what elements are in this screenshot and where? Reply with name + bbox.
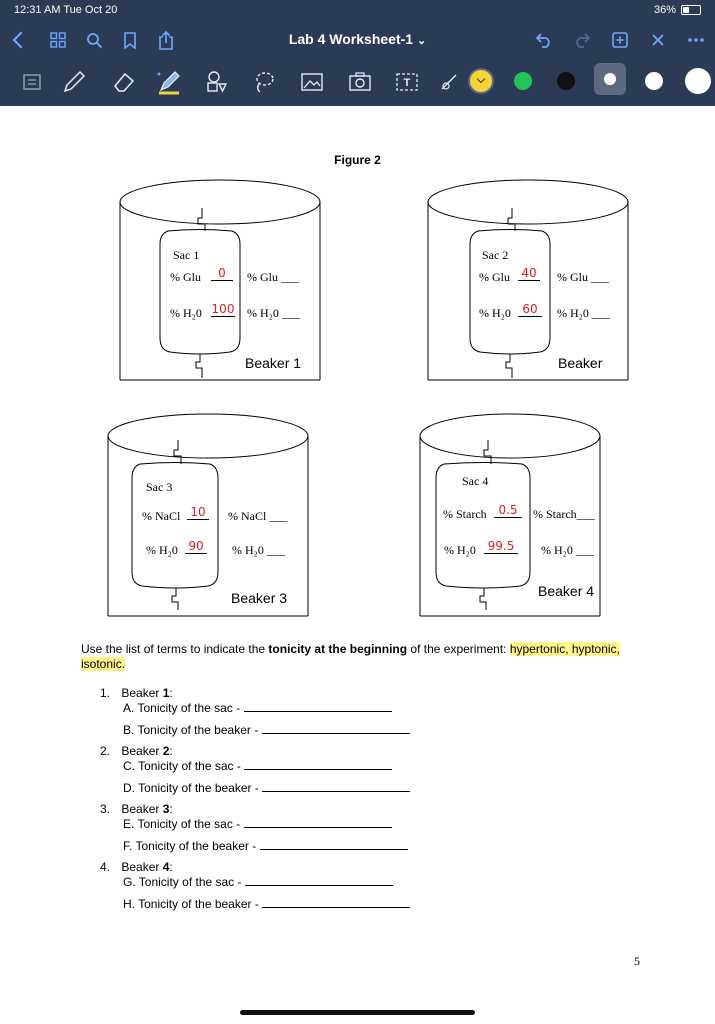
sac-3-row1-value: 10 (187, 505, 209, 520)
question-item (123, 839, 408, 853)
beaker-3-label: Beaker 3 (231, 590, 288, 606)
battery-percent: 36% (653, 4, 676, 16)
sac-2-row2-label: % H₂0 (479, 306, 511, 320)
question-label: Beaker (121, 744, 163, 758)
item-text: Tonicity of the sac - (137, 701, 241, 715)
instructions-terms-highlighted: hypertonic, hyptonic, isotonic. (81, 642, 620, 671)
question-item (123, 897, 410, 911)
redo-icon[interactable] (570, 28, 594, 52)
sac-3-row1-label: % NaCl (142, 509, 181, 523)
item-letter: F. (123, 839, 133, 853)
color-swatch-white-large[interactable] (685, 68, 711, 94)
beaker-1-row2-text: % H₂0 ___ (247, 306, 300, 320)
question-label: Beaker (121, 860, 163, 874)
worksheet-page[interactable] (0, 106, 715, 1006)
sac-1-drawing (160, 208, 240, 378)
question-colon: : (169, 686, 173, 700)
read-only-mode-icon[interactable] (18, 68, 46, 96)
figure-title: Figure 2 (334, 153, 381, 167)
image-icon[interactable] (298, 68, 326, 96)
eraser-icon[interactable] (110, 68, 138, 96)
status-time: 12:31 AM Tue Oct 20 (14, 4, 118, 16)
sac-2-row1-label: % Glu (479, 270, 510, 284)
item-text: Tonicity of the beaker - (138, 781, 259, 795)
sac-1-row1-label: % Glu (170, 270, 201, 284)
beaker-1-row1-text: % Glu ___ (247, 270, 299, 284)
nav-bar (0, 22, 715, 58)
grid-view-icon[interactable] (46, 28, 70, 52)
question-item (123, 781, 410, 795)
color-swatch-green[interactable] (514, 72, 532, 90)
camera-icon[interactable] (346, 68, 374, 96)
beaker-3-row1-text: % NaCl ___ (228, 509, 288, 523)
instructions-prefix: Use the list of terms to indicate the (81, 642, 269, 656)
beaker-2-label: Beaker (558, 355, 603, 371)
question-2 (100, 744, 173, 758)
sac-1-label: Sac 1 (173, 248, 200, 262)
add-page-icon[interactable] (608, 28, 632, 52)
battery-icon (681, 5, 701, 15)
item-letter: C. (123, 759, 135, 773)
question-label: Beaker (121, 802, 163, 816)
battery-fill (683, 7, 689, 13)
instructions-bold: tonicity at the beginning (268, 642, 408, 656)
sac-3-row2-value: 90 (185, 539, 207, 554)
item-letter: D. (123, 781, 135, 795)
question-colon: : (169, 860, 173, 874)
color-swatch-white-small[interactable] (604, 73, 616, 85)
page-number: 5 (634, 954, 640, 968)
color-swatch-yellow[interactable] (470, 70, 492, 92)
answer-blank[interactable] (262, 898, 410, 908)
bookmark-icon[interactable] (118, 28, 142, 52)
item-text: Tonicity of the sac - (137, 817, 241, 831)
question-3 (100, 802, 173, 816)
sac-1-row2-value: 100 (211, 302, 235, 316)
highlighter-icon[interactable] (155, 68, 183, 96)
question-number: 4. (100, 860, 111, 874)
undo-icon[interactable] (532, 28, 556, 52)
sac-4-drawing (436, 440, 530, 610)
question-label: Beaker (121, 686, 163, 700)
item-letter: H. (123, 897, 135, 911)
instructions (81, 642, 641, 672)
question-item (123, 817, 392, 831)
battery-indicator (654, 4, 701, 16)
question-number: 3. (100, 802, 111, 816)
sac-2-drawing (470, 208, 550, 378)
question-number: 2. (100, 744, 111, 758)
beaker-4-row1-text: % Starch___ (533, 507, 595, 521)
answer-blank[interactable] (244, 760, 392, 770)
sac-4-row2-value: 99.5 (484, 539, 518, 554)
sac-3-row2-label: % H₂0 (146, 543, 178, 557)
lasso-shapes-icon[interactable] (203, 68, 231, 96)
chevron-down-icon: ⌄ (416, 35, 427, 47)
question-beaker-number: 4 (162, 860, 170, 874)
instructions-middle: of the experiment: (407, 642, 510, 656)
answer-blank[interactable] (262, 782, 410, 792)
item-text: Tonicity of the beaker - (138, 897, 259, 911)
question-item (123, 759, 392, 773)
question-colon: : (169, 802, 173, 816)
color-swatch-white-medium[interactable] (645, 72, 663, 90)
sac-2-row1-value: 40 (518, 266, 540, 281)
document-title-button[interactable] (289, 31, 426, 47)
beaker-3-row2-text: % H₂0 ___ (232, 543, 285, 557)
item-letter: B. (123, 723, 135, 737)
question-item (123, 875, 393, 889)
sac-1-row2-label: % H₂0 (170, 306, 202, 320)
question-colon: : (169, 744, 173, 758)
home-indicator[interactable] (240, 1010, 475, 1015)
answer-blank[interactable] (244, 702, 392, 712)
beaker-1-label: Beaker 1 (245, 355, 302, 371)
item-letter: A. (123, 701, 135, 715)
sac-2-label: Sac 2 (482, 248, 509, 262)
question-item (123, 723, 410, 737)
beaker-2-row1-text: % Glu ___ (557, 270, 609, 284)
text-box-icon[interactable] (393, 68, 421, 96)
close-icon[interactable] (646, 28, 670, 52)
back-icon[interactable] (6, 28, 30, 52)
more-options-icon[interactable] (684, 28, 708, 52)
sac-4-row2-label: % H₂0 (444, 543, 476, 557)
answer-blank[interactable] (245, 876, 393, 886)
sac-3-label: Sac 3 (146, 480, 173, 494)
question-1 (100, 686, 173, 700)
item-text: Tonicity of the beaker - (137, 723, 259, 737)
sac-1-row1-value: 0 (211, 266, 233, 281)
item-text: Tonicity of the sac - (138, 875, 242, 889)
svg-text:T: T (403, 77, 411, 89)
question-item (123, 701, 392, 715)
sac-2-row2-value: 60 (518, 302, 542, 317)
answer-blank[interactable] (260, 840, 408, 850)
item-letter: G. (123, 875, 136, 889)
sac-3-drawing (132, 440, 218, 610)
sac-4-row1-label: % Starch (443, 507, 487, 521)
beaker-4-row2-text: % H₂0 ___ (541, 543, 594, 557)
beaker-4-label: Beaker 4 (538, 583, 595, 599)
answer-blank[interactable] (244, 818, 392, 828)
status-bar (0, 0, 715, 22)
question-beaker-number: 2 (162, 744, 170, 758)
pen-icon[interactable] (60, 68, 88, 96)
beaker-2-row2-text: % H₂0 ___ (557, 306, 610, 320)
laser-pointer-icon[interactable] (437, 68, 465, 96)
sac-4-row1-value: 0.5 (494, 503, 522, 518)
bottom-bar (0, 1006, 715, 1024)
question-4 (100, 860, 173, 874)
lasso-icon[interactable] (250, 68, 278, 96)
question-beaker-number: 1 (162, 686, 170, 700)
chevron-down-icon (477, 75, 485, 83)
item-letter: E. (123, 817, 135, 831)
color-swatch-black[interactable] (557, 72, 575, 90)
item-text: Tonicity of the sac - (138, 759, 241, 773)
share-icon[interactable] (154, 28, 178, 52)
sac-4-label: Sac 4 (462, 474, 489, 488)
document-title-text: Lab 4 Worksheet-1 (288, 31, 414, 47)
item-text: Tonicity of the beaker - (135, 839, 257, 853)
question-number: 1. (100, 686, 111, 700)
question-beaker-number: 3 (162, 802, 170, 816)
search-icon[interactable] (82, 28, 106, 52)
figure-drawing (0, 106, 715, 626)
answer-blank[interactable] (262, 724, 410, 734)
